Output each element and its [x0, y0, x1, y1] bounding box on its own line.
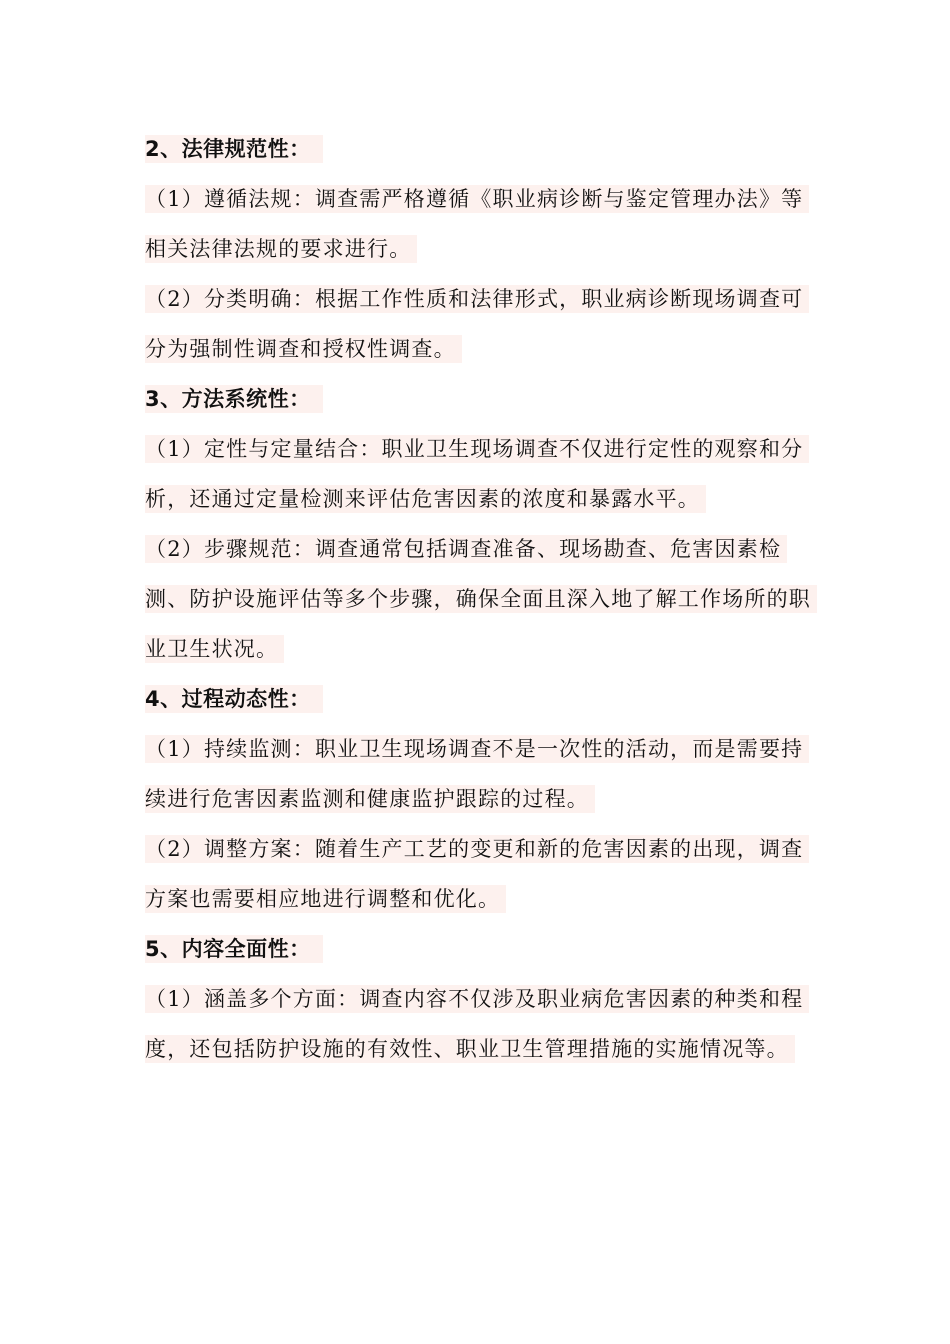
section-heading: 3、方法系统性：	[145, 374, 815, 424]
document-page	[145, 124, 815, 1074]
paragraph: （2）步骤规范：调查通常包括调查准备、现场勘查、危害因素检测、防护设施评估等多个步骤，确保全面且深入地了解工作场所的职业卫生状况。	[145, 524, 815, 674]
paragraph: （1）定性与定量结合：职业卫生现场调查不仅进行定性的观察和分析，还通过定量检测来评估危害因素的浓度和暴露水平。	[145, 424, 815, 524]
paragraph: （1）持续监测：职业卫生现场调查不是一次性的活动，而是需要持续进行危害因素监测和健康监护跟踪的过程。	[145, 724, 815, 824]
paragraph: （1）涵盖多个方面：调查内容不仅涉及职业病危害因素的种类和程度，还包括防护设施的有效性、职业卫生管理措施的实施情况等。	[145, 974, 815, 1074]
section-heading: 5、内容全面性：	[145, 924, 815, 974]
section-heading: 2、法律规范性：	[145, 124, 815, 174]
paragraph: （1）遵循法规：调查需严格遵循《职业病诊断与鉴定管理办法》等相关法律法规的要求进行。	[145, 174, 815, 274]
section-heading: 4、过程动态性：	[145, 674, 815, 724]
paragraph: （2）分类明确：根据工作性质和法律形式，职业病诊断现场调查可分为强制性调查和授权性调查。	[145, 274, 815, 374]
paragraph: （2）调整方案：随着生产工艺的变更和新的危害因素的出现，调查方案也需要相应地进行调整和优化。	[145, 824, 815, 924]
